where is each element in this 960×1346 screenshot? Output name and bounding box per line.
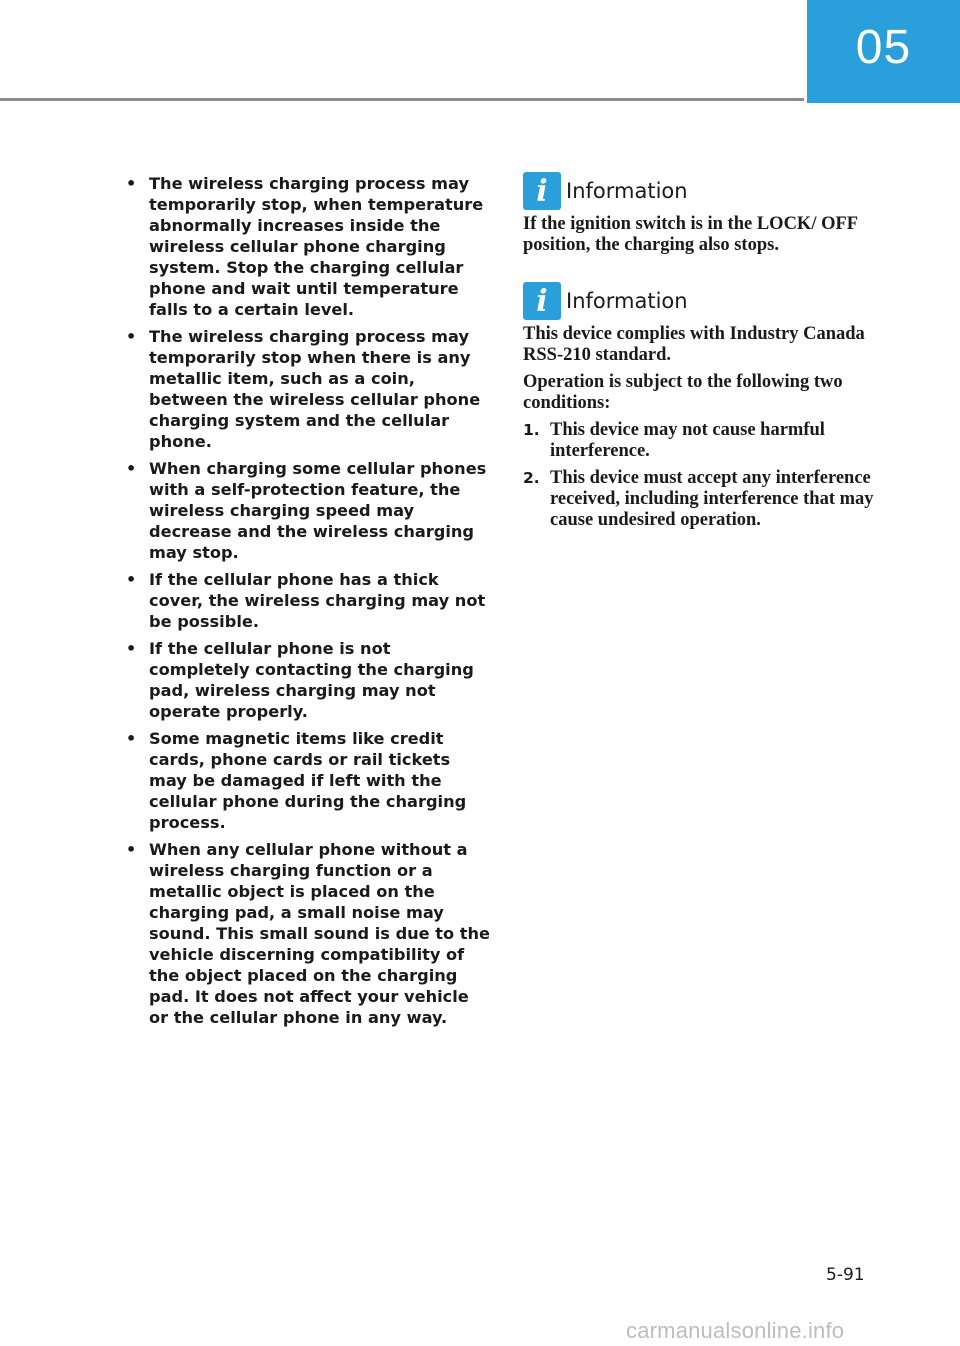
information-box-compliance	[523, 282, 895, 531]
list-item: • The wireless charging process may temporarily stop when there is any metallic item, such as a coin, between the wireless cellular phone charging system and the cellular phone.	[126, 327, 481, 451]
list-item: • If the cellular phone has a thick cover, the wireless charging may not be possible.	[126, 570, 486, 631]
conditions-list	[523, 420, 895, 531]
bullet-icon: •	[126, 327, 137, 346]
chapter-number: 05	[855, 21, 912, 74]
list-item: • The wireless charging process may temporarily stop, when temperature abnormally increases inside the wireless cellular phone charging system. Stop the charging cellular phone and wait until temperature falls to a certain level.	[126, 174, 484, 319]
list-item: • Some magnetic items like credit cards, phone cards or rail tickets may be damaged if left with the cellular phone during the charging process.	[126, 729, 467, 832]
header-rule	[0, 98, 804, 101]
information-text: If the ignition switch is in the LOCK/ OFF position, the charging also stops.	[523, 214, 858, 255]
condition-text: This device may not cause harmful interference.	[550, 420, 825, 461]
bullet-icon: •	[126, 840, 137, 859]
list-item: • When any cellular phone without a wireless charging function or a metallic object is placed on the charging pad, a small noise may sound. This small sound is due to the vehicle discerning compatibility of the object placed on the charging pad. It does not affect your vehicle or the cellular phone in any way.	[126, 840, 491, 1027]
conditions-intro: Operation is subject to the following two conditions:	[523, 372, 843, 413]
information-title: Information	[566, 179, 688, 203]
condition-text: This device must accept any interference received, including interference that may cause undesired operation.	[550, 468, 874, 530]
bullet-icon: •	[126, 729, 137, 748]
condition-number: 1.	[523, 421, 540, 439]
bullet-list	[124, 173, 492, 1028]
information-header	[523, 282, 895, 320]
watermark: carmanualsonline.info	[626, 1318, 845, 1343]
bullet-icon: •	[126, 639, 137, 658]
condition-number: 2.	[523, 469, 540, 487]
right-column	[523, 172, 895, 557]
condition-item	[523, 468, 895, 531]
bullet-icon: •	[126, 570, 137, 589]
information-box-ignition	[523, 172, 895, 256]
chapter-tab	[807, 0, 960, 103]
information-icon: i	[523, 282, 561, 320]
bullet-icon: •	[126, 459, 137, 478]
information-header	[523, 172, 895, 210]
compliance-statement: This device complies with Industry Canada RSS-210 standard.	[523, 324, 865, 365]
list-item: • If the cellular phone is not completely contacting the charging pad, wireless charging may not operate properly.	[126, 639, 474, 721]
information-title: Information	[566, 289, 688, 313]
condition-item	[523, 420, 895, 462]
information-icon: i	[523, 172, 561, 210]
list-item: • When charging some cellular phones with a self-protection feature, the wireless charging speed may decrease and the wireless charging may stop.	[126, 459, 487, 562]
page-number: 5-91	[826, 1265, 865, 1285]
bullet-icon: •	[126, 174, 137, 193]
left-column	[124, 173, 492, 1034]
